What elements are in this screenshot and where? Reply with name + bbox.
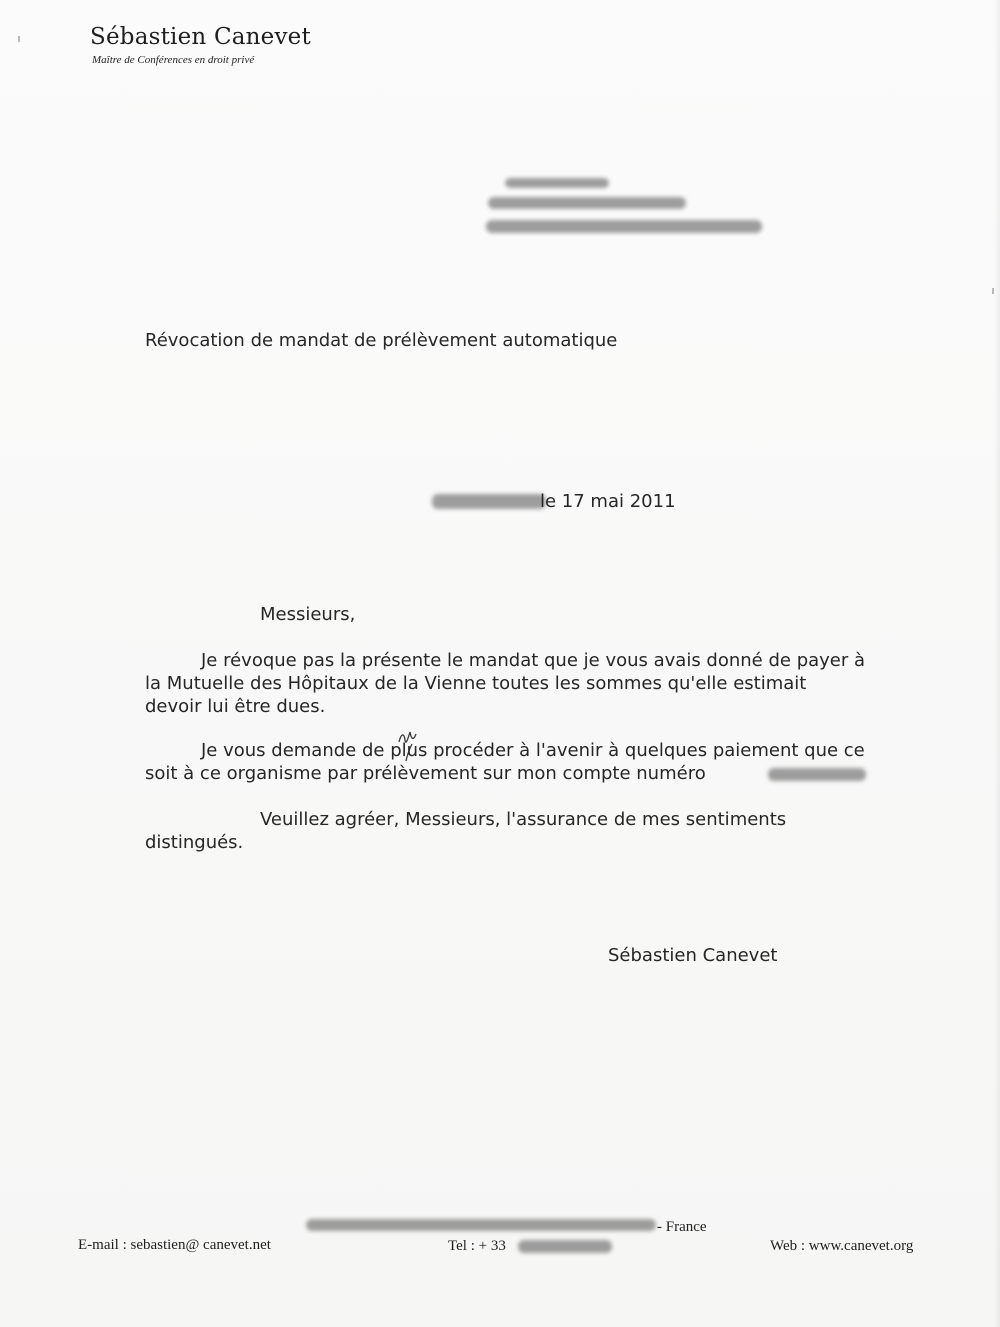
redaction-bar bbox=[486, 220, 762, 233]
paragraph-line: la Mutuelle des Hôpitaux de la Vienne toutes les sommes qu'elle estimait bbox=[145, 673, 807, 694]
paragraph-line: devoir lui être dues. bbox=[145, 696, 326, 717]
paragraph-line: Je révoque pas la présente le mandat que je vous avais donné de payer à bbox=[201, 650, 866, 671]
letter-greeting: Messieurs, bbox=[260, 604, 356, 625]
letter-subject: Révocation de mandat de prélèvement automatique bbox=[145, 330, 618, 351]
footer-country: - France bbox=[657, 1219, 707, 1235]
paragraph-line: Je vous demande de plus procéder à l'avenir à quelques paiement que ce bbox=[201, 740, 865, 761]
signature-name: Sébastien Canevet bbox=[608, 945, 778, 966]
redacted-phone-number bbox=[518, 1240, 612, 1253]
footer-website: Web : www.canevet.org bbox=[770, 1238, 914, 1254]
redaction-bar bbox=[505, 178, 609, 188]
letterhead-title: Maître de Conférences en droit privé bbox=[92, 54, 255, 66]
scan-speck bbox=[992, 288, 994, 294]
footer-email: E-mail : sebastien@ canevet.net bbox=[78, 1237, 271, 1253]
paragraph-line: soit à ce organisme par prélèvement sur mon compte numéro bbox=[145, 763, 706, 784]
paragraph-line: distingués. bbox=[145, 832, 244, 853]
letterhead-name: Sébastien Canevet bbox=[90, 24, 311, 50]
scan-speck bbox=[18, 36, 20, 42]
redacted-account-number bbox=[768, 768, 866, 781]
paragraph-line: Veuillez agréer, Messieurs, l'assurance de mes sentiments bbox=[260, 809, 787, 830]
redacted-place bbox=[432, 494, 546, 509]
redacted-postal-address bbox=[306, 1219, 656, 1231]
letter-date: le 17 mai 2011 bbox=[540, 491, 676, 512]
footer-phone: Tel : + 33 bbox=[448, 1238, 506, 1254]
redaction-bar bbox=[488, 197, 686, 209]
scan-edge-shadow bbox=[994, 0, 1000, 1327]
